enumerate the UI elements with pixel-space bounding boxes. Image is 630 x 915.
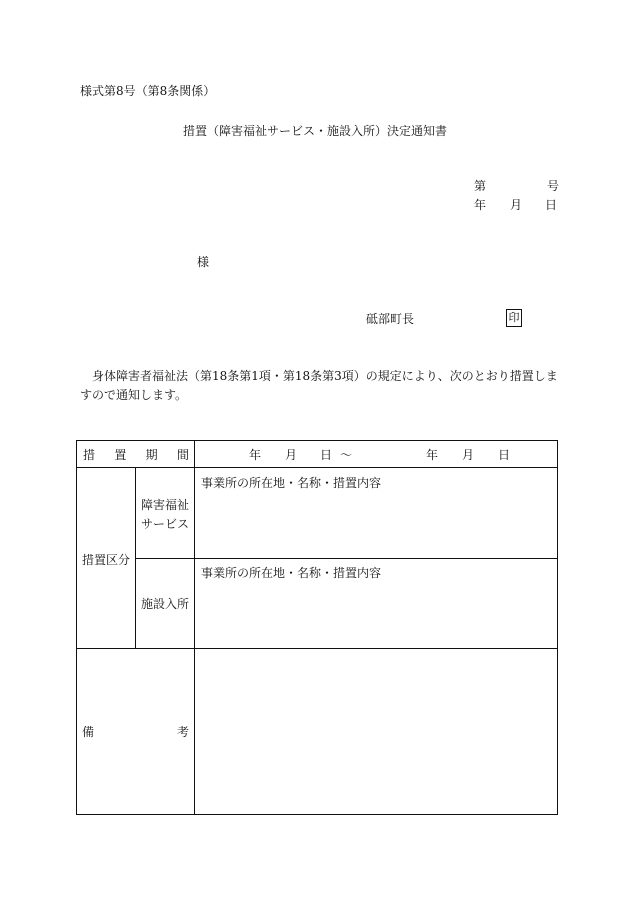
issuer-name: 砥部町長 [366, 312, 415, 326]
period-end-month: 月 [462, 448, 475, 462]
reference-number-suffix: 号 [547, 179, 560, 193]
seal-mark: 印 [506, 309, 522, 327]
period-label-char: 置 [114, 448, 127, 462]
remarks-label-second: 考 [177, 725, 190, 739]
reference-number-prefix: 第 [474, 179, 487, 193]
table-border-left [76, 440, 77, 815]
period-end-year: 年 [426, 448, 439, 462]
period-start-month: 月 [285, 448, 298, 462]
issue-date-month: 月 [510, 198, 523, 212]
issue-date-year: 年 [474, 198, 487, 212]
table-border-top [76, 440, 558, 441]
col-divider-sub [135, 467, 136, 649]
body-paragraph: 身体障害者福祉法（第18条第1項・第18条第3項）の規定により、次のとおり措置しますので通知します。 [80, 369, 558, 402]
period-label-char: 間 [176, 448, 189, 462]
table-border-bottom [76, 814, 558, 815]
document-title: 措置（障害福祉サービス・施設入所）決定通知書 [182, 124, 447, 138]
row-divider-category [76, 648, 558, 649]
remarks-label-first: 備 [82, 725, 95, 739]
service-content-heading: 事業所の所在地・名称・措置内容 [201, 476, 382, 490]
category-label: 措置区分 [82, 553, 131, 567]
issue-date-day: 日 [545, 198, 558, 212]
addressee-honorific: 様 [197, 255, 210, 269]
period-start-year: 年 [249, 448, 262, 462]
row-divider-period [76, 467, 558, 468]
facility-label: 施設入所 [141, 597, 190, 611]
row-divider-service [135, 558, 558, 559]
period-label [83, 449, 189, 461]
facility-content-heading: 事業所の所在地・名称・措置内容 [201, 566, 382, 580]
col-divider-main [194, 440, 195, 815]
period-label-char: 措 [83, 448, 96, 462]
table-border-right [557, 440, 558, 815]
period-tilde: ～ [340, 448, 353, 462]
period-start-day: 日 [320, 448, 333, 462]
period-label-char: 期 [145, 448, 158, 462]
form-number: 様式第8号（第8条関係） [80, 84, 216, 98]
service-label-line2: サービス [141, 517, 190, 531]
period-end-day: 日 [498, 448, 511, 462]
service-label-line1: 障害福祉 [141, 498, 190, 512]
